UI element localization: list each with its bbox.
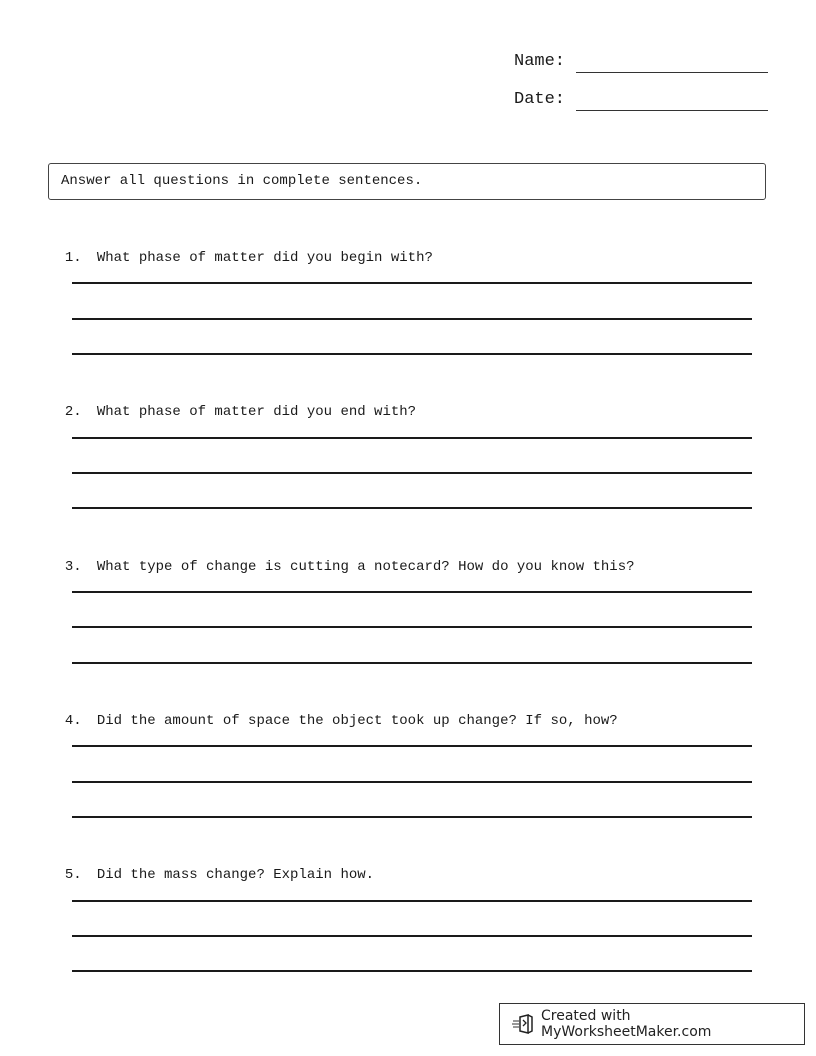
name-input-line[interactable] (576, 56, 768, 73)
question-number: 4. (64, 713, 82, 729)
answer-line[interactable] (72, 900, 752, 902)
answer-line[interactable] (72, 935, 752, 937)
date-input-line[interactable] (576, 94, 768, 111)
answer-line[interactable] (72, 662, 752, 664)
answer-line[interactable] (72, 437, 752, 439)
question-text: What phase of matter did you begin with? (96, 250, 433, 266)
answer-line[interactable] (72, 970, 752, 972)
question-number: 1. (64, 250, 82, 266)
question-1 (48, 231, 433, 267)
date-label: Date: (514, 90, 566, 109)
instructions-box: Answer all questions in complete sentences. (48, 163, 766, 200)
question-5 (48, 848, 374, 884)
question-2 (48, 385, 416, 421)
question-3 (48, 540, 635, 576)
answer-line[interactable] (72, 745, 752, 747)
worksheet-logo-icon (512, 1013, 534, 1035)
answer-line[interactable] (72, 318, 752, 320)
name-label: Name: (514, 52, 566, 71)
question-number: 3. (64, 559, 82, 575)
question-text: What phase of matter did you end with? (96, 404, 417, 420)
question-4 (48, 694, 618, 730)
question-text: Did the mass change? Explain how. (96, 867, 375, 883)
date-field[interactable] (514, 90, 768, 110)
question-number: 2. (64, 404, 82, 420)
answer-line[interactable] (72, 591, 752, 593)
answer-line[interactable] (72, 507, 752, 509)
question-number: 5. (64, 867, 82, 883)
answer-line[interactable] (72, 472, 752, 474)
answer-line[interactable] (72, 282, 752, 284)
answer-line[interactable] (72, 781, 752, 783)
name-field[interactable] (514, 52, 768, 72)
footer-credit-badge[interactable] (499, 1003, 805, 1045)
question-text: What type of change is cutting a notecard? How do you know this? (96, 559, 635, 575)
answer-line[interactable] (72, 626, 752, 628)
question-text: Did the amount of space the object took up change? If so, how? (96, 713, 618, 729)
answer-line[interactable] (72, 816, 752, 818)
footer-credit-text: Created with MyWorksheetMaker.com (541, 1008, 712, 1040)
answer-line[interactable] (72, 353, 752, 355)
